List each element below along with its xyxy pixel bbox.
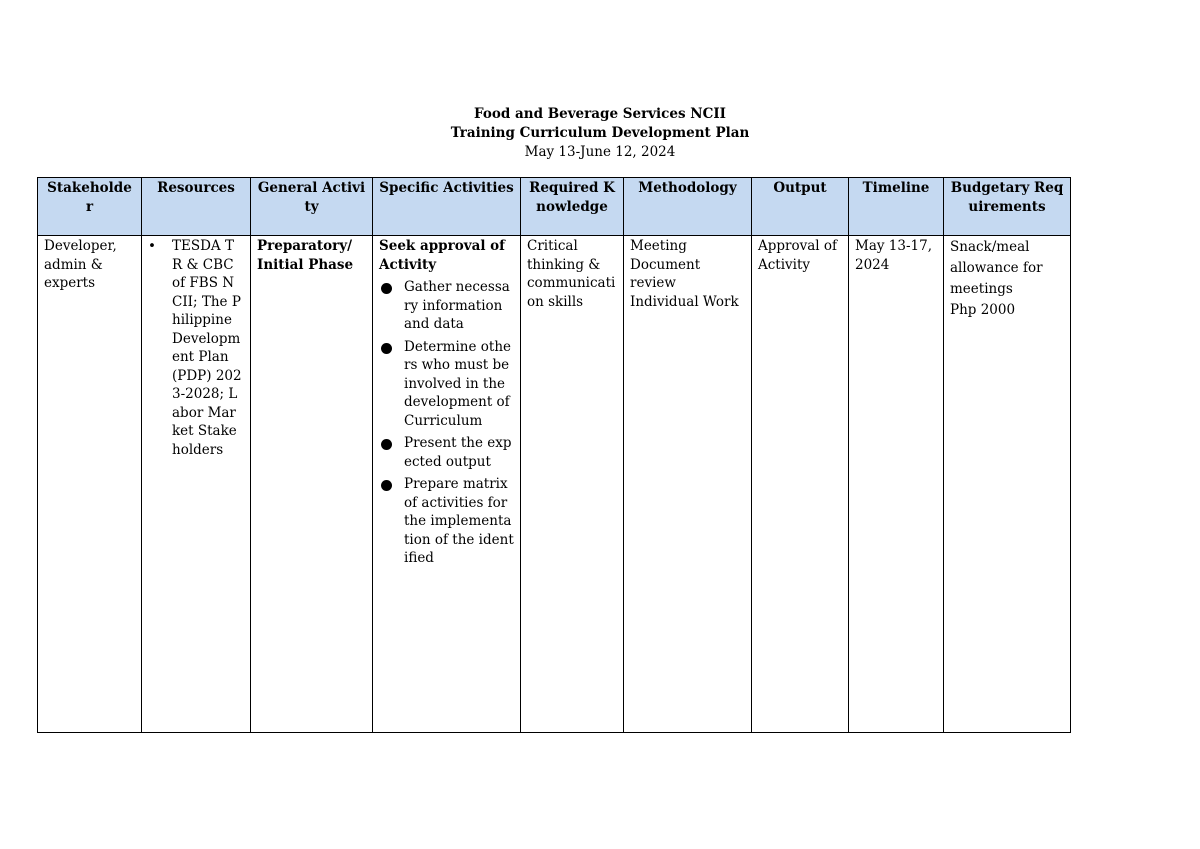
title-line-2: Training Curriculum Development Plan bbox=[450, 125, 750, 141]
title-date-range: May 13-June 12, 2024 bbox=[524, 144, 676, 160]
header-row bbox=[38, 178, 1071, 236]
resources-item: • TESDA TR & CBC of FBS NCII; The Philippine Development Plan (PDP) 2023-2028; Labor Market Stakeholders bbox=[148, 237, 244, 459]
header-resources: Resources bbox=[142, 178, 251, 236]
cell-resources bbox=[142, 236, 251, 733]
title-line-1: Food and Beverage Services NCII bbox=[474, 106, 726, 122]
list-item: Prepare matrix of activities for the implementation of the identified bbox=[379, 475, 514, 568]
cell-timeline: May 13-17, 2024 bbox=[849, 236, 944, 733]
header-timeline: Timeline bbox=[849, 178, 944, 236]
cell-stakeholder: Developer, admin & experts bbox=[38, 236, 142, 733]
methodology-item: Individual Work bbox=[630, 293, 739, 310]
header-specific-activities: Specific Activities bbox=[373, 178, 521, 236]
cell-required-knowledge: Critical thinking & communication skills bbox=[521, 236, 624, 733]
specific-activity-heading: Seek approval of Activity bbox=[379, 238, 505, 273]
header-general-activity: General Activity bbox=[251, 178, 373, 236]
cell-output: Approval of Activity bbox=[752, 236, 849, 733]
list-item: Gather necessary information and data bbox=[379, 278, 514, 334]
specific-activities-list bbox=[379, 278, 514, 568]
cell-general-activity: Preparatory/ Initial Phase bbox=[251, 236, 373, 733]
cell-specific-activities bbox=[373, 236, 521, 733]
document-title bbox=[0, 105, 1200, 162]
header-methodology: Methodology bbox=[624, 178, 752, 236]
table-row bbox=[38, 236, 1071, 733]
curriculum-plan-table bbox=[37, 177, 1071, 733]
header-output: Output bbox=[752, 178, 849, 236]
methodology-item: Meeting bbox=[630, 238, 687, 254]
header-budgetary-requirements: Budgetary Requirements bbox=[944, 178, 1071, 236]
header-required-knowledge: Required Knowledge bbox=[521, 178, 624, 236]
budget-amount: Php 2000 bbox=[950, 302, 1016, 318]
cell-budget bbox=[944, 236, 1071, 733]
list-item: Present the expected output bbox=[379, 434, 514, 471]
cell-methodology bbox=[624, 236, 752, 733]
list-item: Determine others who must be involved in the development of Curriculum bbox=[379, 338, 514, 431]
header-stakeholder: Stakeholder bbox=[38, 178, 142, 236]
methodology-item: Document review bbox=[630, 256, 701, 291]
resources-list bbox=[148, 237, 244, 459]
budget-description: Snack/meal allowance for meetings bbox=[950, 239, 1043, 297]
